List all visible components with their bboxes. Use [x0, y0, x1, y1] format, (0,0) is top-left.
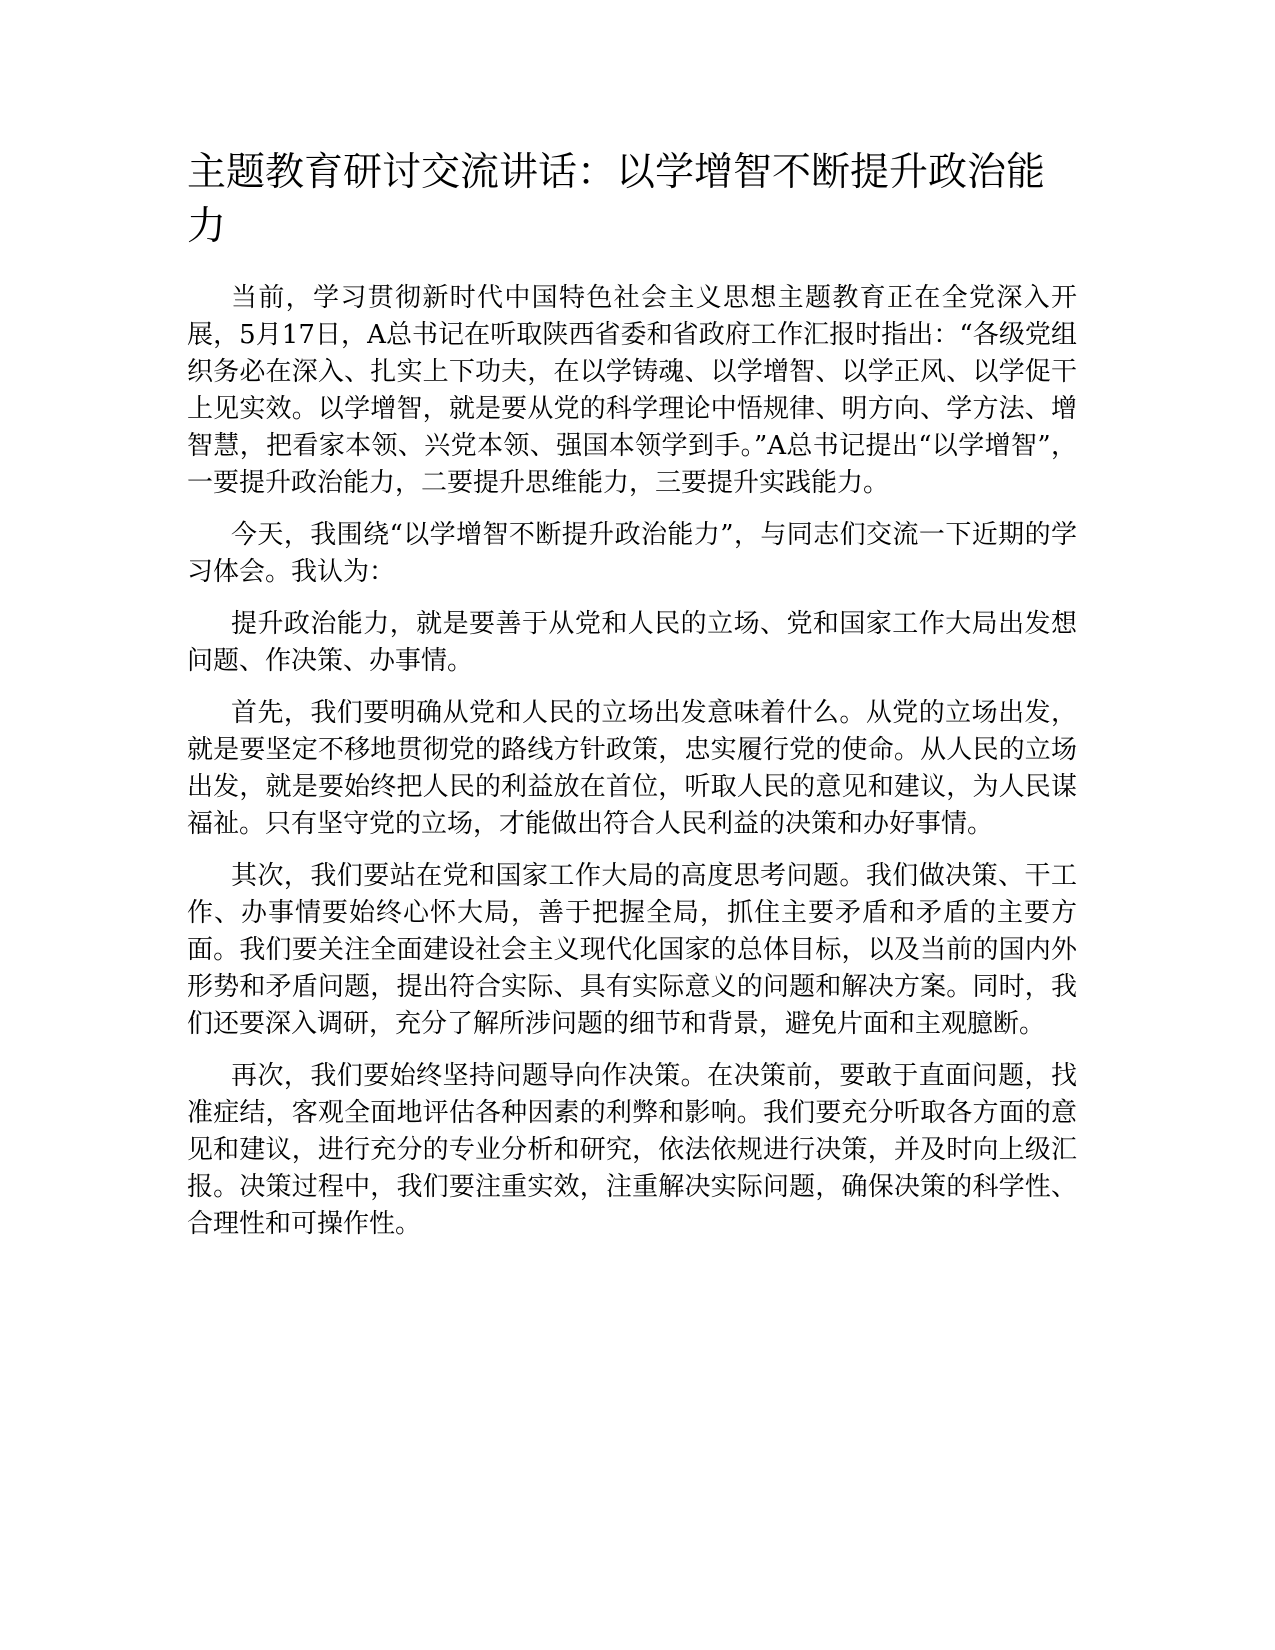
paragraph: 再次，我们要始终坚持问题导向作决策。在决策前，要敢于直面问题，找准症结，客观全面地评估各种因素的利弊和影响。我们要充分听取各方面的意见和建议，进行充分的专业分析和研究，依法依规进行决策，并及时向上级汇报。决策过程中，我们要注重实效，注重解决实际问题，确保决策的科学性、合理性和可操作性。: [187, 1061, 1077, 1239]
paragraph: 首先，我们要明确从党和人民的立场出发意味着什么。从党的立场出发，就是要坚定不移地贯彻党的路线方针政策，忠实履行党的使命。从人民的立场出发，就是要始终把人民的利益放在首位，听取人民的意见和建议，为人民谋福祉。只有坚守党的立场，才能做出符合人民利益的决策和办好事情。: [187, 698, 1077, 839]
paragraph: 提升政治能力，就是要善于从党和人民的立场、党和国家工作大局出发想问题、作决策、办事情。: [187, 609, 1077, 676]
paragraph: 今天，我围绕“以学增智不断提升政治能力”，与同志们交流一下近期的学习体会。我认为：: [187, 520, 1077, 587]
paragraph: 其次，我们要站在党和国家工作大局的高度思考问题。我们做决策、干工作、办事情要始终心怀大局，善于把握全局，抓住主要矛盾和矛盾的主要方面。我们要关注全面建设社会主义现代化国家的总体目标，以及当前的国内外形势和矛盾问题，提出符合实际、具有实际意义的问题和解决方案。同时，我们还要深入调研，充分了解所涉问题的细节和背景，避免片面和主观臆断。: [187, 861, 1077, 1039]
document-body: [187, 146, 1077, 1258]
document-title: 主题教育研讨交流讲话：以学增智不断提升政治能力: [187, 150, 1046, 249]
paragraph: 当前，学习贯彻新时代中国特色社会主义思想主题教育正在全党深入开展，5月17日，A总书记在听取陕西省委和省政府工作汇报时指出：“各级党组织务必在深入、扎实上下功夫，在以学铸魂、以学增智、以学正风、以学促干上见实效。以学增智，就是要从党的科学理论中悟规律、明方向、学方法、增智慧，把看家本领、兴党本领、强国本领学到手。”A总书记提出“以学增智”，一要提升政治能力，二要提升思维能力，三要提升实践能力。: [187, 283, 1077, 498]
